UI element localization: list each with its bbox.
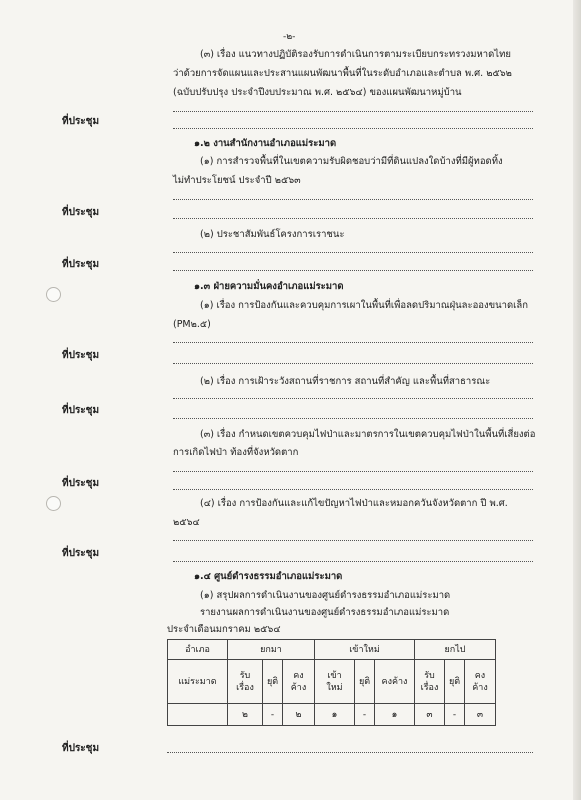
meeting-label: ที่ประชุม xyxy=(62,548,100,559)
dotted-line xyxy=(173,398,533,399)
header-forward: ยกไป xyxy=(415,640,496,660)
header-new: เข้าใหม่ xyxy=(315,640,415,660)
subheader-pending: คงค้าง xyxy=(375,660,415,704)
subheader-received: รับ เรื่อง xyxy=(228,660,263,704)
s12-item1-line2: ไม่ทำประโยชน์ ประจำปี ๒๕๖๓ xyxy=(173,175,301,186)
s13-item1-line2: (PM๒.๕) xyxy=(173,319,211,330)
dotted-line xyxy=(173,111,533,112)
subheader-ended: ยุติ xyxy=(263,660,283,704)
table-row xyxy=(168,704,496,726)
subheader-pending: คง ค้าง xyxy=(283,660,315,704)
dotted-line xyxy=(173,540,533,541)
table-cell: ๒ xyxy=(283,704,315,726)
meeting-label: ที่ประชุม xyxy=(62,743,100,754)
punch-hole-top xyxy=(46,287,61,302)
s13-item3-line1: (๓) เรื่อง กำหนดเขตควบคุมไฟป่าและมาตรการในเขตควบคุมไฟป่าในพื้นที่เสี่ยงต่อ xyxy=(200,429,536,440)
subheader-new-in: เข้า ใหม่ xyxy=(315,660,355,704)
meeting-label: ที่ประชุม xyxy=(62,478,100,489)
s13-item2: (๒) เรื่อง การเฝ้าระวังสถานที่ราชการ สถานที่สำคัญ และพื้นที่สาธารณะ xyxy=(200,376,491,387)
punch-hole-bottom xyxy=(46,496,61,511)
dotted-line xyxy=(173,363,533,364)
dotted-line xyxy=(173,252,533,253)
dotted-line xyxy=(173,471,533,472)
table-cell: - xyxy=(445,704,465,726)
dotted-line xyxy=(173,128,533,129)
table-cell: ๓ xyxy=(415,704,445,726)
header-carried: ยกมา xyxy=(228,640,315,660)
section-1-3-title: ๑.๓ ฝ่ายความมั่นคงอำเภอแม่ระมาด xyxy=(194,281,344,292)
item-1-3-line1: (๓) เรื่อง แนวทางปฏิบัติรองรับการดำเนินการตามระเบียบกระทรวงมหาดไทย xyxy=(200,49,511,60)
s13-item4-line2: ๒๕๖๔ xyxy=(173,517,200,528)
item-1-3-line2: ว่าด้วยการจัดแผนและประสานแผนพัฒนาพื้นที่ในระดับอำเภอและตำบล พ.ศ. ๒๕๖๒ xyxy=(173,68,512,79)
table-cell-blank xyxy=(168,704,228,726)
s13-item3-line2: การเกิดไฟป่า ท้องที่จังหวัดตาก xyxy=(173,447,299,458)
table-cell: - xyxy=(355,704,375,726)
s14-item1: (๑) สรุปผลการดำเนินงานของศูนย์ดำรงธรรมอำเภอแม่ระมาด xyxy=(200,590,451,601)
table-cell: ๒ xyxy=(228,704,263,726)
subheader-received: รับ เรื่อง xyxy=(415,660,445,704)
section-1-4-title: ๑.๔ ศูนย์ดำรงธรรมอำเภอแม่ระมาด xyxy=(194,571,343,582)
s13-item1-line1: (๑) เรื่อง การป้องกันและควบคุมการเผาในพื้นที่เพื่อลดปริมาณฝุ่นละอองขนาดเล็ก xyxy=(200,300,528,311)
dotted-line xyxy=(173,199,533,200)
dotted-line xyxy=(173,489,533,490)
meeting-label: ที่ประชุม xyxy=(62,207,100,218)
section-1-2-title: ๑.๒ งานสำนักงานอำเภอแม่ระมาด xyxy=(194,138,337,149)
s13-item4-line1: (๔) เรื่อง การป้องกันและแก้ไขปัญหาไฟป่าและหมอกควันจังหวัดตาก ปี พ.ศ. xyxy=(200,498,508,509)
header-district: อำเภอ xyxy=(168,640,228,660)
meeting-label: ที่ประชุม xyxy=(62,405,100,416)
dotted-line xyxy=(173,342,533,343)
subheader-pending: คง ค้าง xyxy=(465,660,496,704)
dotted-line xyxy=(173,218,533,219)
dotted-line xyxy=(173,561,533,562)
item-1-3-line3: (ฉบับปรับปรุง ประจำปีงบประมาณ พ.ศ. ๒๕๖๔) ของแผนพัฒนาหมู่บ้าน xyxy=(173,87,462,98)
table-cell: ๑ xyxy=(315,704,355,726)
s14-report-line2: ประจำเดือนมกราคม ๒๕๖๔ xyxy=(167,624,281,635)
page-number: -๒- xyxy=(283,32,296,42)
table-cell: ๑ xyxy=(375,704,415,726)
district-name: แม่ระมาด xyxy=(168,660,228,704)
meeting-label: ที่ประชุม xyxy=(62,350,100,361)
meeting-label: ที่ประชุม xyxy=(62,259,100,270)
dotted-line xyxy=(173,270,533,271)
summary-table xyxy=(167,639,496,726)
table-cell: ๓ xyxy=(465,704,496,726)
page-edge xyxy=(573,0,581,800)
meeting-label: ที่ประชุม xyxy=(62,116,100,127)
dotted-line xyxy=(167,752,533,753)
subheader-ended: ยุติ xyxy=(445,660,465,704)
dotted-line xyxy=(173,418,533,419)
s12-item1-line1: (๑) การสำรวจพื้นที่ในเขตความรับผิดชอบว่ามีที่ดินแปลงใดบ้างที่มีผู้ทอดทิ้ง xyxy=(200,156,503,167)
subheader-ended: ยุติ xyxy=(355,660,375,704)
s12-item2: (๒) ประชาสัมพันธ์โครงการเราชนะ xyxy=(200,229,345,240)
s14-report-line1: รายงานผลการดำเนินงานของศูนย์ดำรงธรรมอำเภอแม่ระมาด xyxy=(200,607,450,618)
table-cell: - xyxy=(263,704,283,726)
